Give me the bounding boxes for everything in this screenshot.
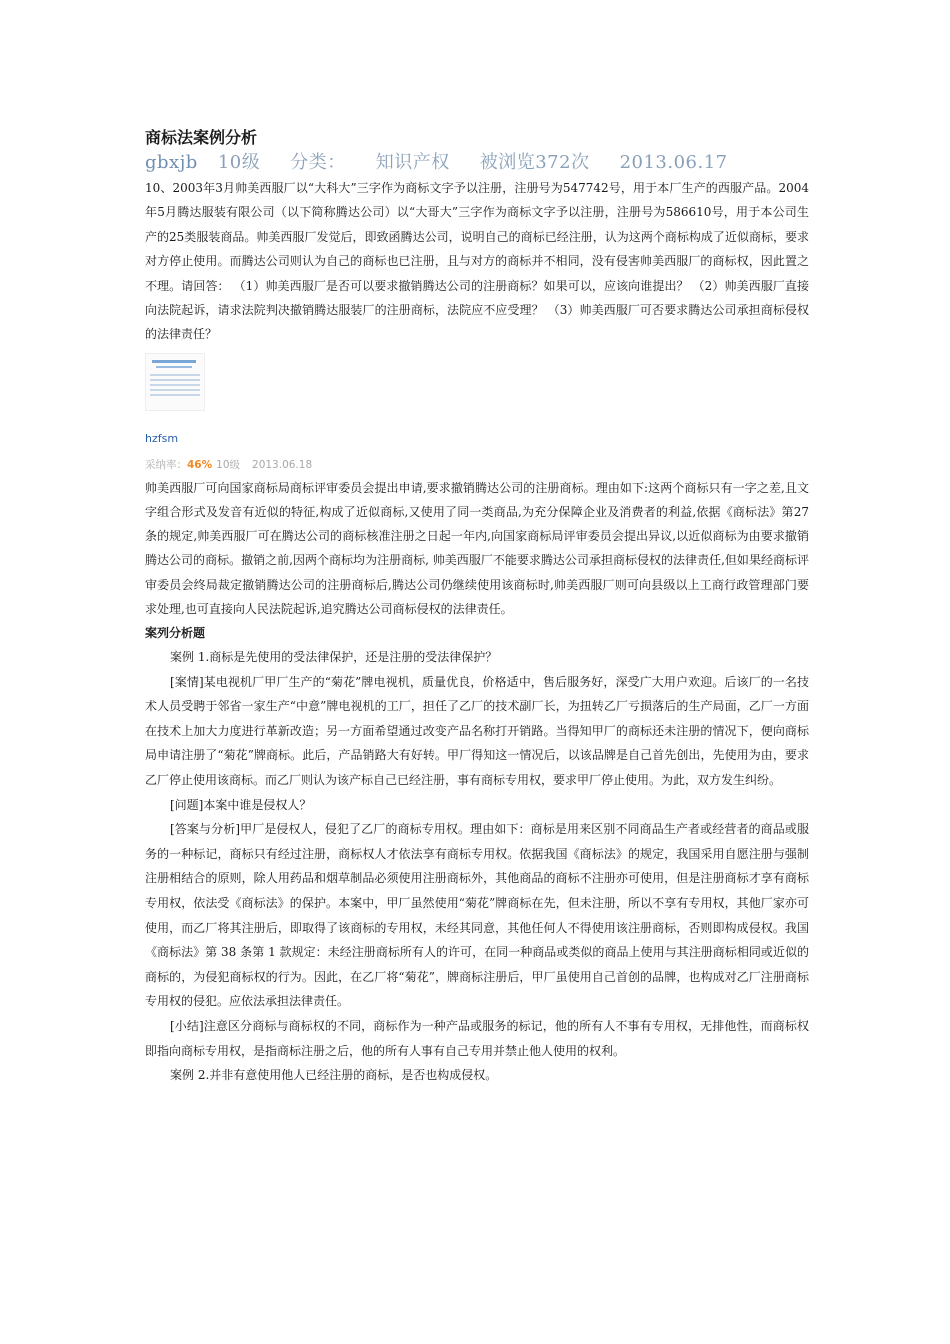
case-paragraph: 案例 2.并非有意使用他人已经注册的商标，是否也构成侵权。 bbox=[170, 1068, 498, 1083]
question-date: 2013.06.17 bbox=[619, 152, 728, 173]
answerer-level: 10级 bbox=[216, 458, 241, 471]
page-title: 商标法案例分析 bbox=[145, 128, 258, 147]
section-heading: 案列分析题 bbox=[145, 626, 206, 641]
adoption-rate-label: 采纳率： bbox=[145, 458, 187, 471]
thumbnail-line bbox=[150, 389, 200, 391]
thumbnail-subtitle-bar bbox=[156, 366, 192, 368]
view-count: 被浏览372次 bbox=[479, 152, 590, 173]
asker-username[interactable]: gbxjb bbox=[145, 152, 198, 173]
case-body bbox=[145, 645, 809, 1088]
category-value[interactable]: 知识产权 bbox=[375, 152, 450, 173]
asker-level: 10级 bbox=[217, 152, 261, 173]
attachment-thumbnail[interactable] bbox=[145, 353, 205, 411]
answer-date: 2013.06.18 bbox=[252, 458, 313, 471]
case-paragraph: [答案与分析]甲厂是侵权人，侵犯了乙厂的商标专用权。理由如下：商标是用来区别不同商品生产者或经营者的商品或服务的一种标记，商标只有经过注册，商标权人才依法享有商标专用权。依据我国《商标法》的规定，我国采用自愿注册与强制注册相结合的原则，除人用药品和烟草制品必须使用注册商标外，其他商品的商标不注册亦可使用，但是注册商标才享有商标专用权，依法受《商标法》的保护。本案中，甲厂虽然使用“菊花”牌商标在先，但未注册，所以不享有专用权，其他厂家亦可使用，而乙厂将其注册后，即取得了该商标的专用权，未经其同意，其他任何人不得使用该注册商标，否则即构成侵权。我国《商标法》第 38 条第 1 款规定：未经注册商标所有人的许可，在同一种商品或类似的商品上使用与其注册商标相同或近似的商标的，为侵犯商标权的行为。因此，在乙厂将“菊花”，牌商标注册后，甲厂虽使用自己首创的品牌，也构成对乙厂注册商标专用权的侵犯。应依法承担法律责任。 bbox=[145, 822, 809, 1009]
category-label: 分类： bbox=[290, 152, 346, 173]
thumbnail-title-bar bbox=[152, 360, 196, 363]
thumbnail-line bbox=[150, 394, 200, 396]
case-paragraph: [问题]本案中谁是侵权人？ bbox=[170, 797, 312, 812]
question-text: 10、2003年3月帅美西服厂以“大科大”三字作为商标文字予以注册，注册号为547742号，用于本厂生产的西服产品。2004年5月腾达服装有限公司（以下简称腾达公司）以“大哥大”三字作为商标文字予以注册，注册号为586610号，用于本公司生产的25类服装商品。帅美西服厂发觉后，即致函腾达公司，说明自己的商标已经注册，认为这两个商标构成了近似商标，要求对方停止使用。而腾达公司则认为自己的商标也已注册，且与对方的商标并不相同，没有侵害帅美西服厂的商标权，因此置之不理。请回答： （1）帅美西服厂是否可以要求撤销腾达公司的注册商标？如果可以，应该向谁提出？ （2）帅美西服厂直接向法院起诉，请求法院判决撤销腾达服装厂的注册商标，法院应不应受理？ （3）帅美西服厂可否要求腾达公司承担商标侵权的法律责任？ bbox=[145, 181, 809, 342]
answer-text: 帅美西服厂可向国家商标局商标评审委员会提出申请,要求撤销腾达公司的注册商标。理由如下:这两个商标只有一字之差,且文字组合形式及发音有近似的特征,构成了近似商标,又使用了同一类商品,为充分保障企业及消费者的利益,依据《商标法》第27条的规定,帅美西服厂可在腾达公司的商标核准注册之日起一年内,向国家商标局评审委员会提出异议,以近似商标为由要求撤销腾达公司的商标。撤销之前,因两个商标均为注册商标, 帅美西服厂不能要求腾达公司承担商标侵权的法律责任,但如果经商标评审委员会终局裁定撤销腾达公司的注册商标后,腾达公司仍继续使用该商标时,帅美西服厂则可向县级以上工商行政管理部门要求处理,也可直接向人民法院起诉,追究腾达公司商标侵权的法律责任。 bbox=[145, 480, 809, 616]
answer-stats bbox=[145, 457, 809, 473]
thumbnail-line bbox=[150, 374, 200, 376]
thumbnail-line bbox=[150, 379, 200, 381]
case-paragraph: [案情]某电视机厂甲厂生产的“菊花”牌电视机，质量优良，价格适中，售后服务好，深受广大用户欢迎。后该厂的一名技术人员受聘于邻省一家生产“中意”牌电视机的工厂，担任了乙厂的技术副厂长，为扭转乙厂亏损落后的生产局面，乙厂一方面在技术上加大力度进行革新改造；另一方面希望通过改变产品名称打开销路。当得知甲厂的商标还未注册的情况下，便向商标局申请注册了“菊花”牌商标。此后，产品销路大有好转。甲厂得知这一情况后，以该品牌是自己首先创出，先使用为由，要求乙厂停止使用该商标。而乙厂则认为该产标自己已经注册，事有商标专用权，要求甲厂停止使用。为此，双方发生纠纷。 bbox=[145, 674, 809, 788]
question-meta bbox=[145, 150, 809, 176]
case-paragraph: [小结]注意区分商标与商标权的不同，商标作为一种产品或服务的标记，他的所有人不事有专用权，无排他性，而商标权即指向商标专用权，是指商标注册之后，他的所有人事有自己专用并禁止他人使用的权利。 bbox=[145, 1018, 809, 1058]
thumbnail-line bbox=[150, 384, 200, 386]
adoption-rate-value: 46% bbox=[187, 458, 213, 471]
answerer-username[interactable]: hzfsm bbox=[145, 431, 179, 445]
document-page bbox=[145, 126, 809, 1088]
case-paragraph: 案例 1.商标是先使用的受法律保护，还是注册的受法律保护？ bbox=[170, 650, 498, 665]
